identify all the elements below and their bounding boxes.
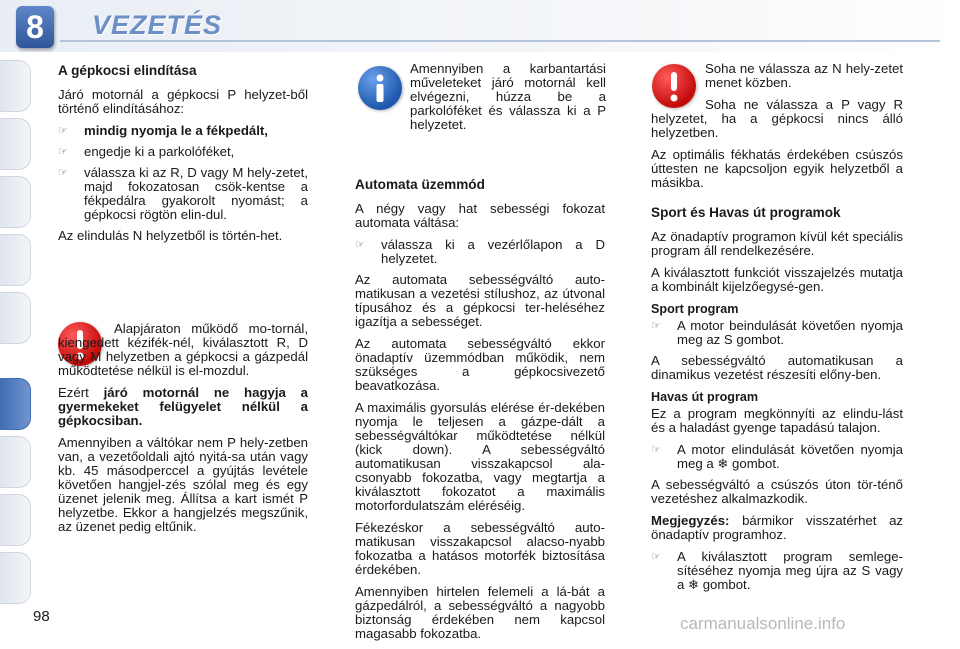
outro-text: Az elindulás N helyzetből is történ-het. <box>58 228 283 243</box>
paragraph: Az önadaptív programon kívül két speciális program áll rendelkezésére. <box>651 229 903 258</box>
warning-text: Az optimális fékhatás érdekében csúszós úttesten ne kapcsoljon egyik helyzetből a másikba. <box>651 147 903 190</box>
list-item: ☞ A kiválasztott program semlege-sítéséhez nyomja meg újra az S vagy a ❄ gombot. <box>651 549 903 592</box>
side-tab-2[interactable] <box>0 118 31 170</box>
list-item: ☞ válassza ki az R, D vagy M hely-zetet, majd fokozatosan csök-kentse a fékpedálra gyakorolt nyomást; a gépkocsi rögtön elin-dul. <box>58 165 308 222</box>
pointer-icon: ☞ <box>651 551 661 563</box>
info-text: Amennyiben a karbantartási műveleteket járó motornál kell elvégezni, húzza be a parkolóféket és válassza ki a P helyzetet. <box>410 61 606 132</box>
paragraph: Az automata sebességváltó auto-matikusan a vezetési stílushoz, az útvonal típusához és a gépkocsi ter-heléséhez igazítja a sebességet. <box>355 272 605 329</box>
subheading-sport: Sport program <box>651 302 739 316</box>
chapter-number-badge: 8 <box>16 6 54 48</box>
list-item: ☞ A motor beindulását követően nyomja meg az S gombot. <box>651 318 903 347</box>
section-heading-programs: Sport és Havas út programok <box>651 205 841 220</box>
side-tab-4[interactable] <box>0 234 31 286</box>
paragraph: A kiválasztott funkciót visszajelzés mutatja a kombinált kijelzőegysé-gen. <box>651 265 903 294</box>
page-number: 98 <box>33 608 50 625</box>
warning-block-2 <box>651 62 903 198</box>
side-tab-1[interactable] <box>0 60 31 112</box>
subheading-snow: Havas út program <box>651 390 759 404</box>
pointer-icon: ☞ <box>355 239 365 251</box>
paragraph: Ez a program megkönnyíti az elindu-lást és a haladást gyenge tapadású talajon. <box>651 406 903 435</box>
list-item: ☞ A motor elindulását követően nyomja meg a ❄ gombot. <box>651 442 903 471</box>
pointer-icon: ☞ <box>58 167 68 179</box>
intro-text: Járó motornál a gépkocsi P helyzet-ből történő elindításához: <box>58 87 308 116</box>
warning-text: Soha ne válassza az N hely-zetet menet közben. <box>705 61 903 90</box>
paragraph: Az automata sebességváltó ekkor önadaptív üzemmódban működik, nem szükséges a gépkocsivezető beavatkozása. <box>355 336 605 393</box>
side-tab-8[interactable] <box>0 494 31 546</box>
paragraph: Amennyiben hirtelen felemeli a lá-bát a gázpedálról, a sebességváltó a nagyobb biztonság érdekében nem kapcsol magasabb fokozatba. <box>355 584 605 641</box>
list-item: ☞ mindig nyomja le a fékpedált, <box>58 123 268 138</box>
paragraph: A sebességváltó automatikusan a dinamikus vezetést részesíti előny-ben. <box>651 353 903 382</box>
side-tab-7[interactable] <box>0 436 31 488</box>
column-2 <box>355 178 605 649</box>
list-item: ☞ engedje ki a parkolóféket, <box>58 144 235 159</box>
paragraph: A maximális gyorsulás elérése ér-dekében nyomja le teljesen a gázpe-dált a sebességváltókar működtetése nélkül (kick down). A sebességváltó automatikusan visszakapcsol ala-csonyabb fokozatba, vagy megtartja a kiválasztott fokozatot a maximális motorfordulatszám eléréséig. <box>355 400 605 513</box>
side-tab-3[interactable] <box>0 176 31 228</box>
section-heading-automatic: Automata üzemmód <box>355 177 485 192</box>
side-tab-5[interactable] <box>0 292 31 344</box>
column-1 <box>58 64 308 251</box>
warning-block-1 <box>58 322 308 542</box>
column-3 <box>651 206 903 599</box>
paragraph: Fékezéskor a sebességváltó auto-matikusan visszakapcsol alacso-nyabb fokozatba a hatásos motorfék biztosítása érdekében. <box>355 520 605 577</box>
note: Megjegyzés: bármikor visszatérhet az önadaptív programhoz. <box>651 513 903 542</box>
info-icon <box>358 66 402 110</box>
warning-text-2: Ezért járó motornál ne hagyja a gyermekeket felügyelet nélkül a gépkocsiban. <box>58 385 308 428</box>
paragraph: A sebességváltó a csúszós úton tör-ténő vezetéshez alkalmazkodik. <box>651 477 903 506</box>
side-tab-9[interactable] <box>0 552 31 604</box>
pointer-icon: ☞ <box>651 444 661 456</box>
section-heading-starting: A gépkocsi elindítása <box>58 63 197 78</box>
pointer-icon: ☞ <box>58 146 68 158</box>
warning-text-1: Alapjáraton működő mo-tornál, kiengedett kézifék-nél, kiválasztott R, D vagy M helyzetben a gépkocsi a gázpedál működtetése nélkül is el-mozdul. <box>58 321 308 378</box>
info-block <box>410 62 606 140</box>
watermark: carmanualsonline.info <box>680 614 846 633</box>
warning-text-3: Amennyiben a váltókar nem P hely-zetben van, a vezetőoldali ajtó nyitá-sa után vagy kb. 45 másodperccel a gyújtás levétele követően hangjel-zés szólal meg és egy üzenet jelenik meg. Állítsa a kart ismét P helyzetbe. Ekkor a hangjelzés megszűnik, az üzenet pedig eltűnik. <box>58 435 308 534</box>
warning-text: Soha ne válassza a P vagy R helyzetet, ha a gépkocsi nincs álló helyzetben. <box>651 97 903 140</box>
pointer-icon: ☞ <box>58 125 68 137</box>
list-item: ☞ válassza ki a vezérlőlapon a D helyzetet. <box>355 237 605 266</box>
chapter-title: VEZETÉS <box>92 10 223 40</box>
pointer-icon: ☞ <box>651 320 661 332</box>
side-tab-active[interactable] <box>0 378 31 430</box>
auto-intro: A négy vagy hat sebességi fokozat automata váltása: <box>355 201 605 230</box>
